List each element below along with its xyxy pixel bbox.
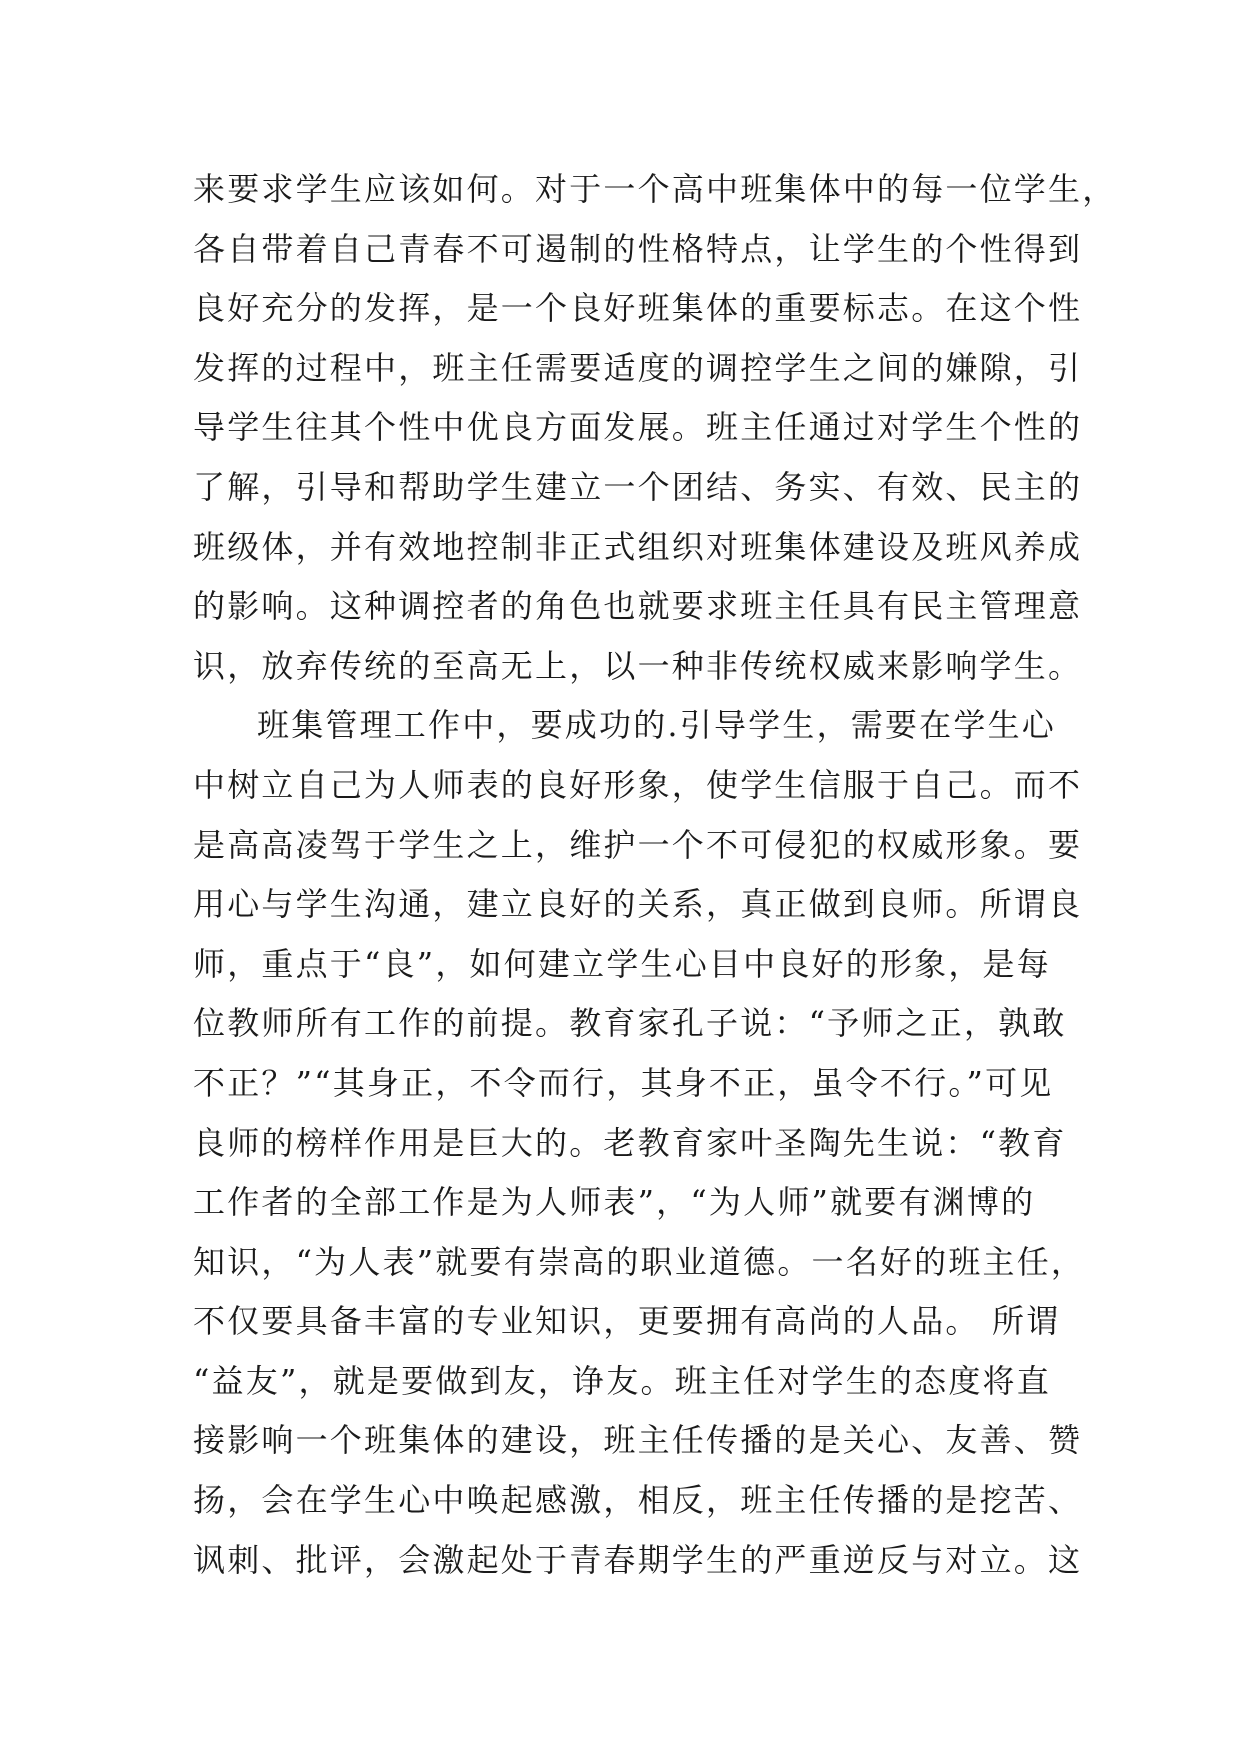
- text-line: 讽刺、批评，会激起处于青春期学生的严重逆反与对立。这: [193, 1540, 1083, 1579]
- text-line: 了解，引导和帮助学生建立一个团结、务实、有效、民主的: [193, 467, 1083, 506]
- paragraph-start-line: 班集管理工作中，要成功的.引导学生，需要在学生心: [257, 706, 1056, 745]
- text-line: 用心与学生沟通，建立良好的关系，真正做到良师。所谓良: [193, 885, 1083, 924]
- text-line: 扬，会在学生心中唤起感激，相反，班主任传播的是挖苦、: [193, 1481, 1083, 1520]
- text-line: 中树立自己为人师表的良好形象，使学生信服于自己。而不: [193, 765, 1083, 804]
- text-line: 接影响一个班集体的建设，班主任传播的是关心、友善、赞: [193, 1421, 1083, 1460]
- body-text: [193, 160, 1117, 1590]
- text-line: “益友”，就是要做到友，诤友。班主任对学生的态度将直: [193, 1361, 1051, 1400]
- text-line: 不仅要具备丰富的专业知识，更要拥有高尚的人品。 所谓: [193, 1302, 1061, 1341]
- text-line: 各自带着自己青春不可遏制的性格特点，让学生的个性得到: [193, 229, 1083, 268]
- text-line: 的影响。这种调控者的角色也就要求班主任具有民主管理意: [193, 587, 1083, 626]
- text-line: 导学生往其个性中优良方面发展。班主任通过对学生个性的: [193, 408, 1083, 447]
- text-line: 发挥的过程中，班主任需要适度的调控学生之间的嫌隙，引: [193, 348, 1083, 387]
- text-line: 不正？”“其身正，不令而行，其身不正，虽令不行。”可见: [193, 1063, 1054, 1102]
- text-line: 来要求学生应该如何。对于一个高中班集体中的每一位学生，: [193, 170, 1117, 208]
- text-line: 班级体，并有效地控制非正式组织对班集体建设及班风养成: [193, 527, 1083, 566]
- text-line: 知识，“为人表”就要有崇高的职业道德。一名好的班主任，: [193, 1242, 1086, 1281]
- text-line: 识，放弃传统的至高无上，以一种非传统权威来影响学生。: [193, 646, 1083, 685]
- text-line: 工作者的全部工作是为人师表”，“为人师”就要有渊博的: [193, 1183, 1036, 1222]
- text-line: 师，重点于“良”，如何建立学生心目中良好的形象，是每: [193, 944, 1051, 983]
- text-line: 良师的榜样作用是巨大的。老教育家叶圣陶先生说：“教育: [193, 1123, 1067, 1162]
- text-line: 良好充分的发挥，是一个良好班集体的重要标志。在这个性: [193, 289, 1083, 328]
- text-line: 是高高凌驾于学生之上，维护一个不可侵犯的权威形象。要: [193, 825, 1083, 864]
- text-line: 位教师所有工作的前提。教育家孔子说：“予师之正，孰敢: [193, 1004, 1067, 1043]
